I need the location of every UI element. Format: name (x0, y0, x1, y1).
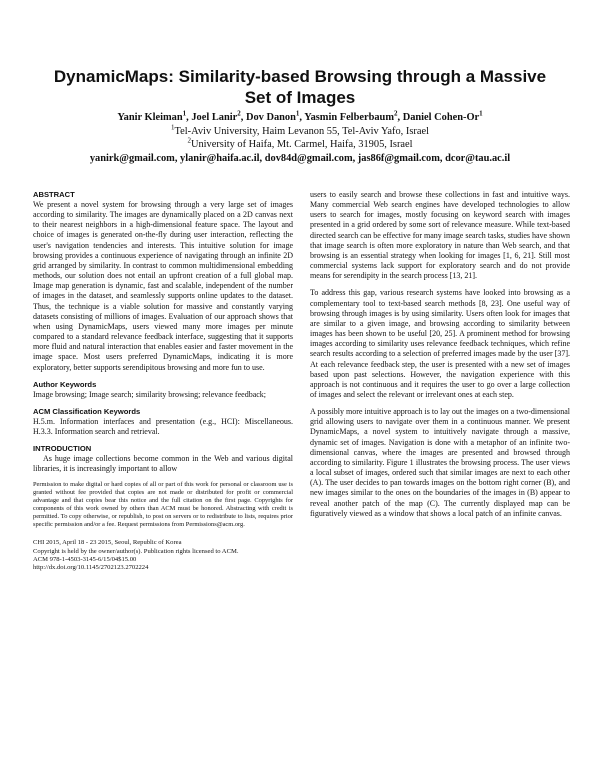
conference-info (33, 539, 293, 572)
affiliation-1: $^1$Tel-Aviv University, Haim Levanon 55, Tel-Aviv Yafo, Israel (171, 123, 429, 137)
copyright-line: Copyright is held by the owner/author(s). Publication rights licensed to ACM. (33, 547, 239, 555)
author-name: Yasmin Felberbaum (304, 112, 394, 123)
affiliation-2: $^2$University of Haifa, Mt. Carmel, Haifa, 31905, Israel (187, 136, 413, 150)
permission-notice: Permission to make digital or hard copies of all or part of this work for personal or classroom use is granted without fee provided that copies are not made or distributed for profit or commercial advantage and that copies bear this notice and the full citation on the first page. Copyrights for components of this work owned by others than ACM must be honored. Abstracting with credit is permitted. To copy otherwise, or republish, to post on servers or to redistribute to lists, requires prior specific permission and/or a fee. Request permissions from Permissions@acm.org. (33, 481, 293, 529)
right-column (310, 190, 570, 526)
affiliation-mark: 1 (171, 123, 175, 132)
author-keywords-text: Image browsing; Image search; similarity browsing; relevance feedback; (33, 389, 267, 399)
paper-title: DynamicMaps: Similarity-based Browsing through a Massive Set of Images (53, 67, 547, 107)
author-names: Yanir Kleiman$^1$, Joel Lanir$^2$, Dov Danon$^1$, Yasmin Felberbaum$^2$, Daniel Cohen-Or$^1$ (117, 109, 483, 123)
affiliation-mark: 2 (187, 136, 191, 145)
acm-classification-heading: ACM Classification Keywords (33, 406, 141, 416)
introduction-text: As huge image collections become common in the Web and various digital libraries, it is increasingly important to allow (33, 454, 293, 474)
author-affiliation-mark: 1 (479, 109, 483, 118)
author-name: Yanir Kleiman (117, 112, 183, 123)
author-name: Joel Lanir (191, 112, 238, 123)
left-column (33, 190, 293, 572)
acm-classification-text: H.5.m. Information interfaces and presentation (e.g., HCI): Miscellaneous. H.3.3. Information search and retrieval. (33, 416, 293, 436)
author-name: Dov Danon (245, 112, 296, 123)
body-paragraph: To address this gap, various research systems have looked into browsing as a complementary tool to text-based search methods [8, 23]. One useful way of browsing through images is by using similarity. Users often look for images that are similar to a given image, and browsing according to similarity between images has been shown to be useful [20, 25]. A prominent method for browsing images according to similarity uses relevance feedback techniques, which refine search results according to a selection of preferred images made by the user [37]. At each relevance feedback step, the user is presented with a new set of images based upon past selections. However, the navigation experience with this approach is not continuous and it requires the user to go over a large collection of images and select the relevant or irrelevant ones at each step. (310, 288, 570, 399)
author-name: Daniel Cohen-Or (402, 112, 480, 123)
abstract-heading: ABSTRACT (33, 190, 75, 199)
body-paragraph: A possibly more intuitive approach is to lay out the images on a two-dimensional grid allowing users to navigate over them in a continuous manner. We present DynamicMaps, a novel system to intuitively navigate through a massive, dynamic set of images. Navigation is done with a metaphor of an infinite two-dimensional canvas, where the images are presented and browsed through according to similarity. Figure 1 illustrates the browsing process. The user views a local subset of images, ordered such that similar images are next to each other (A). The user decides to pan towards images on the bottom right corner (B), and new images similar to the ones on the boundaries of the images in (B) appear to reveal another patch of the map (C). The currently displayed map can be figuratively viewed as a window that shows a local patch of an infinite canvas. (310, 407, 570, 518)
author-block (30, 111, 570, 165)
conference-line: CHI 2015, April 18 - 23 2015, Seoul, Republic of Korea (33, 539, 182, 547)
isbn-line: ACM 978-1-4503-3145-6/15/04$15.00 (33, 555, 137, 563)
author-affiliation-mark: 1 (182, 109, 187, 118)
doi-line: http://dx.doi.org/10.1145/2702123.2702224 (33, 564, 149, 572)
author-emails: yanirk@gmail.com, ylanir@haifa.ac.il, dov84d@gmail.com, jas86f@gmail.com, dcor@tau.ac.il (89, 152, 511, 164)
author-affiliation-mark: 2 (237, 109, 241, 118)
introduction-heading: INTRODUCTION (33, 444, 92, 454)
author-keywords-heading: Author Keywords (33, 379, 97, 389)
author-affiliation-mark: 1 (295, 109, 300, 118)
author-affiliation-mark: 2 (393, 109, 398, 118)
body-paragraph: users to easily search and browse these collections in fast and intuitive ways. Many commercial Web search engines have developed technologies to allow users to search for images, mostly focusing on keyword search with images presented in a grid ordered by some sort of relevance measure. While text-based directed search can be effective for many image search tasks, studies have shown that image search is often more exploratory in nature than Web search, and that browsing is an essential strategy when looking for images [1, 6, 21]. Still most commercial systems lack support for exploratory search and do not provide means for serendipity in the search process [13, 21]. (310, 190, 570, 281)
abstract-text: We present a novel system for browsing through a very large set of images according to similarity. The images are dynamically placed on a 2D canvas next to their nearest neighbors in a high-dimensional feature space. The layout and choice of images is generated on-the-fly during user interaction, reflecting the user's navigation tendencies and interests. This intuitive solution for image browsing provides a continuous experience of navigating through an infinite 2D grid arranged by similarity. In contrast to common multidimensional embedding methods, our solution does not entail an upfront creation of a full global map. Image map generation is dynamic, fast and scalable, independent of the number of images in the dataset, and seamlessly supports online updates to the dataset. Thus, the technique is a viable solution for massive and constantly varying datasets consisting of millions of images. Evaluation of our approach shows that when using DynamicMaps, users viewed many more images per minute compared to a standard relevance feedback interface, suggesting that it supports more fluid and natural interaction that enables easier and faster movement in the image space. Most users preferred DynamicMaps, indicating it is more exploratory, better supports serendipitous browsing and more fun to use. (33, 200, 293, 372)
